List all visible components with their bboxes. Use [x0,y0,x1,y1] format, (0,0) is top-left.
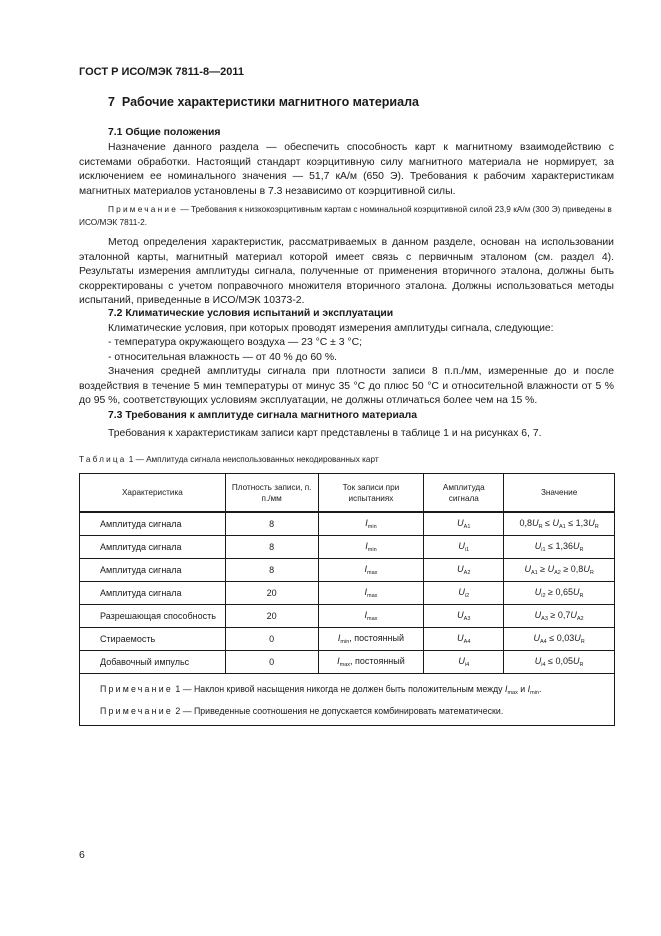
cell-characteristic: Амплитуда сигнала [80,582,226,605]
cell-current: $I_{max}$ [318,559,424,582]
table-row [80,512,615,536]
col-header-characteristic: Характеристика [80,474,226,513]
table-notes [80,674,615,726]
paragraph-7-2-intro: Климатические условия, при которых проводят измерения амплитуды сигнала, следующие: [108,323,554,334]
cell-current: $I_{min}$, постоянный [318,628,424,651]
table-row [80,651,615,674]
table-note-1: Примечание 1 — Наклон кривой насыщения никогда не должен быть положительным между $I_{max}$ и $I_{min}$. [100,684,542,696]
cell-amplitude: $U_{A2}$ [424,559,504,582]
cell-amplitude: $U_{i1}$ [424,536,504,559]
col-header-current: Ток записи при испытаниях [318,474,424,513]
cell-value: $U_{A4} \le 0,03U_R$ [504,628,615,651]
cell-amplitude: $U_{A3}$ [424,605,504,628]
table-caption-label: Таблица [79,455,127,464]
table-row [80,559,615,582]
cell-amplitude: $U_{i2}$ [424,582,504,605]
section-number: 7 [108,95,115,109]
cell-current: $I_{max}$ [318,605,424,628]
paragraph-7-1-purpose: Назначение данного раздела — обеспечить способность карт к магнитному взаимодействию с системами обработки. Настоящий стандарт коэрцитивную силу магнитного материала не нормирует, за исключением ее номинального значения — 51,7 кА/м (650 Э). Требования к рабочим характеристикам магнитных материалов установлены в 7.3 независимо от коэрцитивной силы. [79,142,614,197]
list-item-temperature: - температура окружающего воздуха — 23 °C ± 3 °C; [108,337,362,348]
cell-amplitude: $U_{i4}$ [424,651,504,674]
col-header-density: Плотность записи, п. п./мм [225,474,318,513]
cell-characteristic: Амплитуда сигнала [80,536,226,559]
cell-amplitude: $U_{A4}$ [424,628,504,651]
list-item-humidity: - относительная влажность — от 40 % до 60 %. [108,352,337,363]
subsection-title-7-3: 7.3 Требования к амплитуде сигнала магнитного материала [108,410,417,421]
paragraph-7-3: Требования к характеристикам записи карт представлены в таблице 1 и на рисунках 6, 7. [108,428,542,439]
section-title [108,95,419,109]
note-label: Примечание [108,204,179,214]
cell-value: $U_{i2} \ge 0,65U_R$ [504,582,615,605]
subsection-title-7-1: 7.1 Общие положения [108,127,221,138]
cell-value: $U_{A3} \ge 0,7U_{A2}$ [504,605,615,628]
table-caption-text: 1 — Амплитуда сигнала неиспользованных некодированных карт [126,455,379,464]
cell-characteristic: Разрешающая способность [80,605,226,628]
table-row [80,628,615,651]
col-header-value: Значение [504,474,615,513]
section-title-text: Рабочие характеристики магнитного материала [121,95,419,109]
cell-density: 8 [225,536,318,559]
note-7-1 [79,203,614,229]
cell-value: $U_{i1} \le 1,36U_R$ [504,536,615,559]
subsection-title-7-2: 7.2 Климатические условия испытаний и эксплуатации [108,308,394,319]
cell-current: $I_{min}$ [318,536,424,559]
cell-density: 20 [225,605,318,628]
table-notes-row [80,674,615,726]
table-row [80,582,615,605]
page-number: 6 [79,850,85,861]
note-text: — Требования к низкокоэрцитивным картам с номинальной коэрцитивной силой 23,9 кА/м (300 Э) приведены в ИСО/МЭК 7811-2. [79,204,612,227]
document-header: ГОСТ Р ИСО/МЭК 7811-8—2011 [79,66,244,78]
col-header-amplitude: Амплитуда сигнала [424,474,504,513]
cell-density: 8 [225,512,318,536]
cell-value: $U_{i4} \le 0,05U_R$ [504,651,615,674]
table-row [80,605,615,628]
cell-current: $I_{max}$ [318,582,424,605]
cell-value: $U_{A1} \ge U_{A2} \ge 0,8U_R$ [504,559,615,582]
table-header-row [80,474,615,513]
table-caption [79,455,379,464]
cell-characteristic: Добавочный импульс [80,651,226,674]
table-note-2: Примечание 2 — Приведенные соотношения не допускается комбинировать математически. [100,706,504,716]
cell-density: 0 [225,651,318,674]
table-note-label: Примечание [100,706,173,716]
cell-density: 0 [225,628,318,651]
cell-value: $0,8U_R \le U_{A1} \le 1,3U_R$ [504,512,615,536]
cell-current: $I_{max}$, постоянный [318,651,424,674]
cell-current: $I_{min}$ [318,512,424,536]
cell-characteristic: Стираемость [80,628,226,651]
table-row [80,536,615,559]
cell-characteristic: Амплитуда сигнала [80,559,226,582]
paragraph-7-1-method: Метод определения характеристик, рассматриваемых в данном разделе, основан на использовании эталонной карты, магнитный материал которой имеет связь с первичным эталоном (см. раздел 4). Результаты измерения амплитуды сигнала, полученные от применения вторичного эталона, должны быть скорректированы с учетом поправочного множителя вторичного эталона. Должны использоваться методы испытаний, приведенные в ИСО/МЭК 10373-2. [79,237,614,306]
cell-amplitude: $U_{A1}$ [424,512,504,536]
cell-characteristic: Амплитуда сигнала [80,512,226,536]
table-note-label: Примечание [100,684,173,694]
cell-density: 20 [225,582,318,605]
paragraph-7-2-amplitude: Значения средней амплитуды сигнала при плотности записи 8 п.п./мм, измеренные до и после воздействия в течение 5 мин температуры от минус 35 °C до плюс 50 °C и относительной влажности от 5 % до 95 %, соответствующих условиям эксплуатации, не должны отличаться более чем на 15 %. [79,366,614,406]
amplitude-table [79,473,615,726]
cell-density: 8 [225,559,318,582]
